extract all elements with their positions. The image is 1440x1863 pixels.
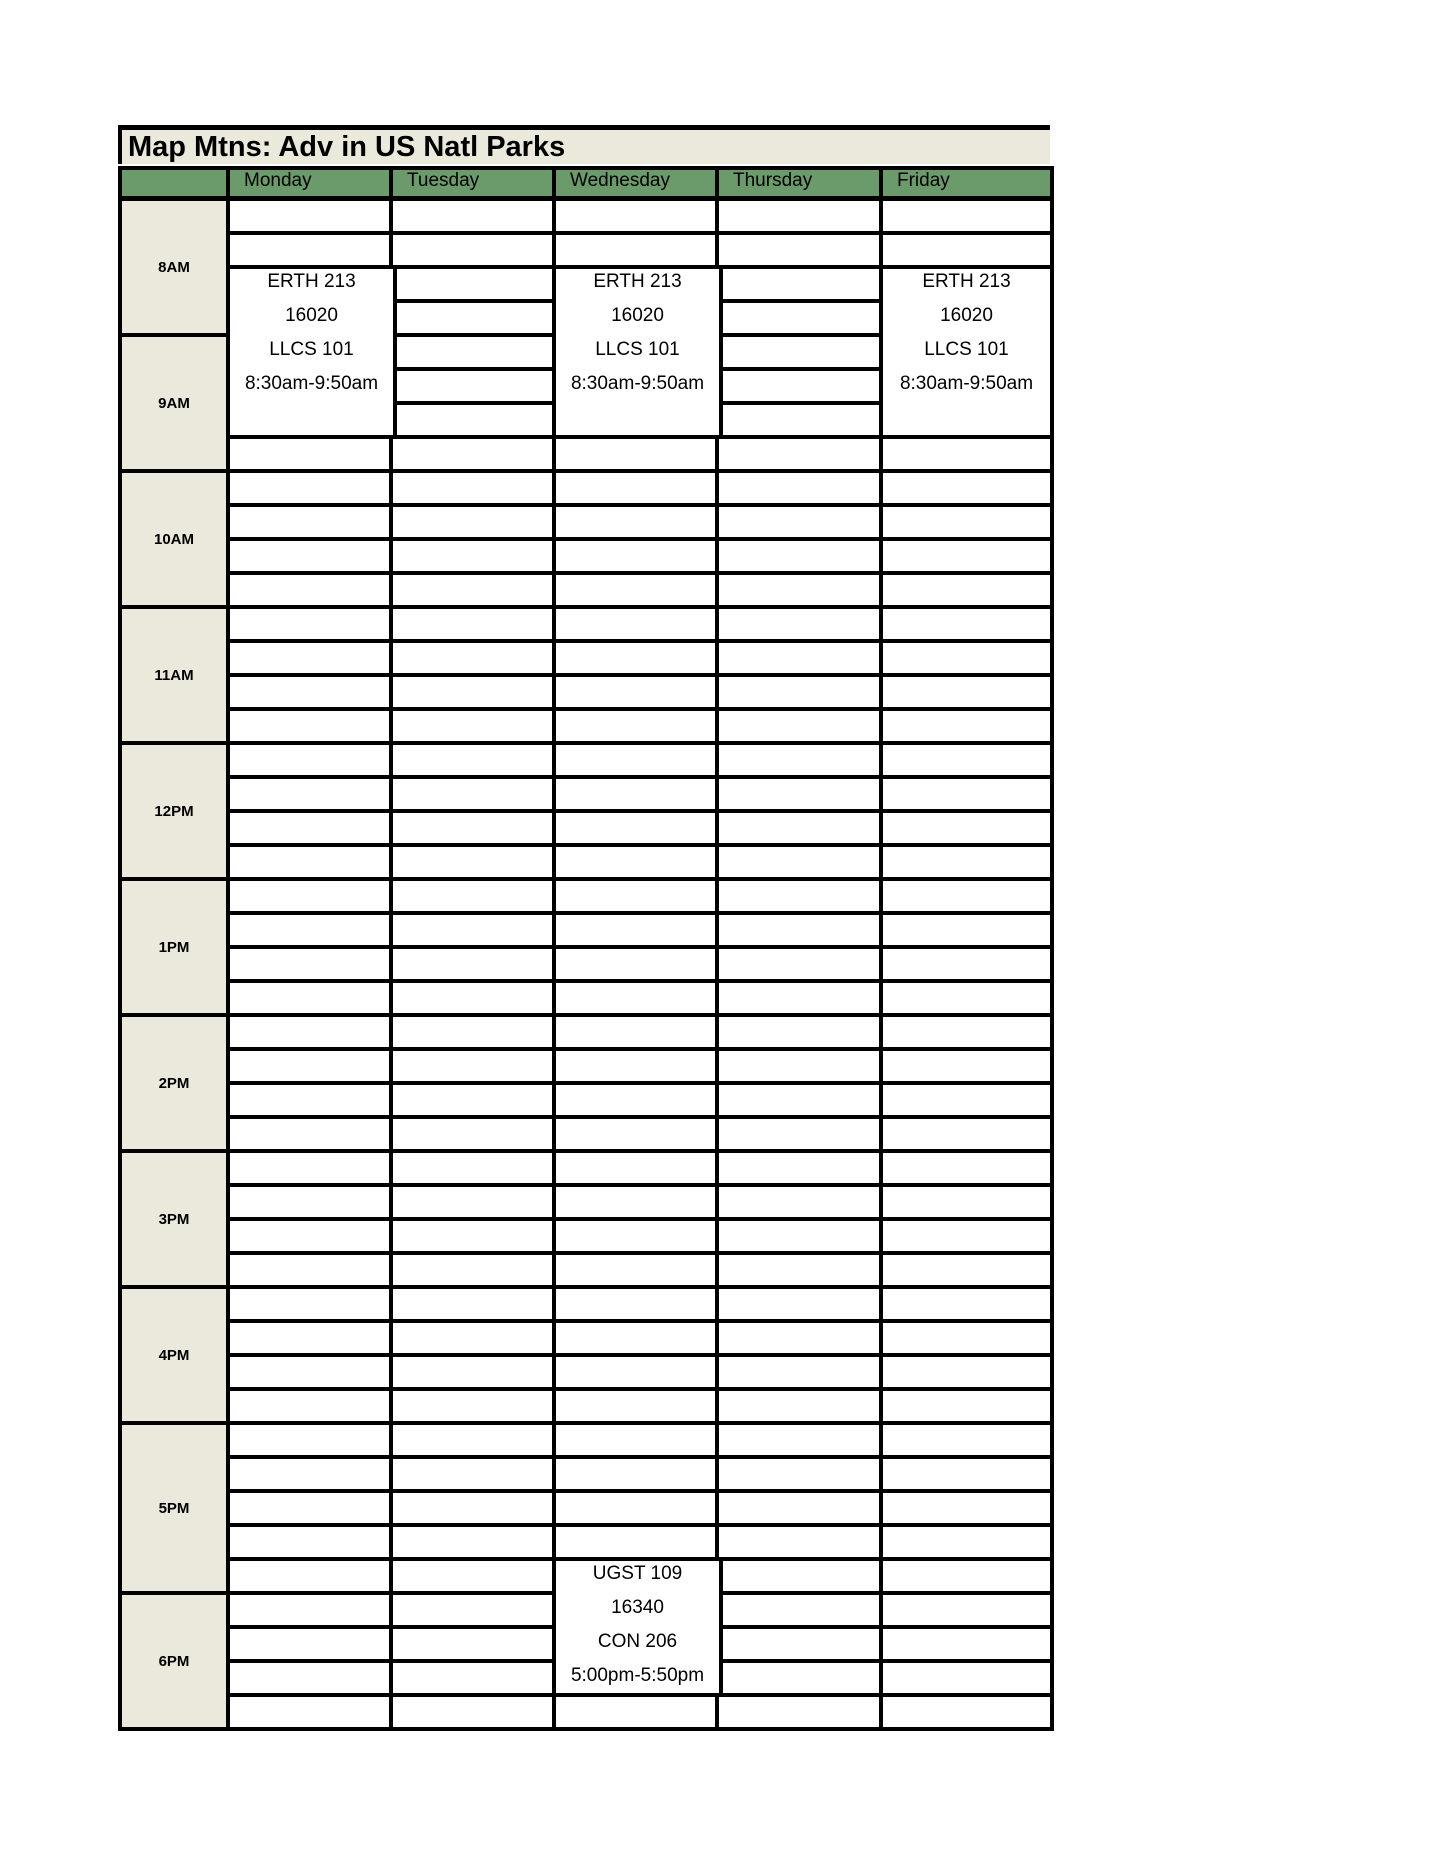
hour-label-3pm: 3PM bbox=[118, 1149, 230, 1289]
time-slot-cell bbox=[552, 231, 723, 269]
time-slot-cell bbox=[226, 435, 397, 473]
hour-label-12pm: 12PM bbox=[118, 741, 230, 881]
time-slot-cell bbox=[879, 1591, 1054, 1629]
time-slot-cell bbox=[715, 231, 887, 269]
time-slot-cell bbox=[389, 945, 560, 983]
hour-label-8am: 8AM bbox=[118, 197, 230, 337]
time-slot-cell bbox=[389, 265, 560, 303]
time-slot-cell bbox=[389, 401, 560, 439]
time-slot-cell bbox=[552, 775, 723, 813]
time-slot-cell bbox=[879, 605, 1054, 643]
time-slot-cell bbox=[879, 1557, 1054, 1595]
time-slot-cell bbox=[389, 911, 560, 949]
time-slot-cell bbox=[552, 1047, 723, 1085]
time-slot-cell bbox=[389, 1353, 560, 1391]
time-slot-cell bbox=[879, 945, 1054, 983]
time-slot-cell bbox=[226, 809, 397, 847]
time-slot-cell bbox=[715, 1251, 887, 1289]
class-info-line: ERTH 213 bbox=[267, 271, 356, 292]
time-slot-cell bbox=[715, 1693, 887, 1731]
time-slot-cell bbox=[389, 503, 560, 541]
time-slot-cell bbox=[879, 435, 1054, 473]
time-slot-cell bbox=[715, 1353, 887, 1391]
time-slot-cell bbox=[226, 945, 397, 983]
time-slot-cell bbox=[389, 843, 560, 881]
time-slot-cell bbox=[226, 231, 397, 269]
hour-label-2pm: 2PM bbox=[118, 1013, 230, 1153]
time-slot-cell bbox=[879, 537, 1054, 575]
time-slot-cell bbox=[879, 741, 1054, 779]
time-slot-cell bbox=[226, 1217, 397, 1255]
class-block-wednesday bbox=[552, 1557, 723, 1697]
time-slot-cell bbox=[389, 1013, 560, 1051]
time-slot-cell bbox=[879, 979, 1054, 1017]
time-slot-cell bbox=[879, 843, 1054, 881]
class-info-line: LLCS 101 bbox=[269, 339, 354, 360]
time-slot-cell bbox=[226, 1319, 397, 1357]
time-slot-cell bbox=[879, 1047, 1054, 1085]
time-slot-cell bbox=[226, 1013, 397, 1051]
time-slot-cell bbox=[552, 1149, 723, 1187]
time-slot-cell bbox=[226, 1523, 397, 1561]
time-slot-cell bbox=[552, 503, 723, 541]
time-slot-cell bbox=[389, 1387, 560, 1425]
time-slot-cell bbox=[879, 1387, 1054, 1425]
time-slot-cell bbox=[226, 1557, 397, 1595]
day-header-thursday: Thursday bbox=[715, 166, 887, 200]
time-slot-cell bbox=[715, 469, 887, 507]
time-slot-cell bbox=[226, 673, 397, 711]
time-slot-cell bbox=[879, 1217, 1054, 1255]
time-slot-cell bbox=[879, 1183, 1054, 1221]
time-slot-cell bbox=[715, 503, 887, 541]
time-slot-cell bbox=[389, 1659, 560, 1697]
time-slot-cell bbox=[389, 707, 560, 745]
time-slot-cell bbox=[389, 741, 560, 779]
time-slot-cell bbox=[226, 1591, 397, 1629]
time-slot-cell bbox=[226, 1659, 397, 1697]
time-slot-cell bbox=[552, 1115, 723, 1153]
hour-label-10am: 10AM bbox=[118, 469, 230, 609]
time-slot-cell bbox=[389, 605, 560, 643]
time-slot-cell bbox=[715, 639, 887, 677]
time-slot-cell bbox=[552, 1285, 723, 1323]
time-slot-cell bbox=[552, 1251, 723, 1289]
time-slot-cell bbox=[715, 571, 887, 609]
time-slot-cell bbox=[226, 911, 397, 949]
time-slot-cell bbox=[389, 333, 560, 371]
time-slot-cell bbox=[715, 1557, 887, 1595]
time-slot-cell bbox=[389, 809, 560, 847]
time-slot-cell bbox=[879, 707, 1054, 745]
day-header-wednesday: Wednesday bbox=[552, 166, 723, 200]
time-slot-cell bbox=[552, 1387, 723, 1425]
hour-label-11am: 11AM bbox=[118, 605, 230, 745]
class-info-line: CON 206 bbox=[597, 1631, 678, 1652]
time-slot-cell bbox=[389, 1591, 560, 1629]
time-slot-cell bbox=[715, 809, 887, 847]
class-info-line: 8:30am-9:50am bbox=[899, 373, 1034, 394]
hour-label-9am: 9AM bbox=[118, 333, 230, 473]
time-slot-cell bbox=[715, 1591, 887, 1629]
time-slot-cell bbox=[226, 605, 397, 643]
time-slot-cell bbox=[552, 979, 723, 1017]
time-slot-cell bbox=[389, 1115, 560, 1153]
class-info-line: LLCS 101 bbox=[924, 339, 1009, 360]
time-slot-cell bbox=[879, 1523, 1054, 1561]
time-slot-cell bbox=[552, 197, 723, 235]
time-slot-cell bbox=[389, 469, 560, 507]
time-slot-cell bbox=[715, 877, 887, 915]
time-slot-cell bbox=[226, 639, 397, 677]
schedule-title: Map Mtns: Adv in US Natl Parks bbox=[118, 125, 1050, 164]
time-slot-cell bbox=[389, 1455, 560, 1493]
time-slot-cell bbox=[226, 571, 397, 609]
time-slot-cell bbox=[389, 877, 560, 915]
time-slot-cell bbox=[879, 1421, 1054, 1459]
hour-label-5pm: 5PM bbox=[118, 1421, 230, 1595]
time-slot-cell bbox=[226, 1625, 397, 1663]
class-info-line: 8:30am-9:50am bbox=[570, 373, 705, 394]
time-slot-cell bbox=[552, 469, 723, 507]
time-slot-cell bbox=[715, 673, 887, 711]
time-slot-cell bbox=[879, 1081, 1054, 1119]
time-slot-cell bbox=[879, 809, 1054, 847]
time-slot-cell bbox=[552, 1319, 723, 1357]
time-slot-cell bbox=[879, 775, 1054, 813]
header-corner bbox=[118, 166, 230, 200]
time-slot-cell bbox=[715, 1455, 887, 1493]
time-slot-cell bbox=[715, 741, 887, 779]
class-info-line: 16340 bbox=[611, 1597, 664, 1618]
class-info-line: 5:00pm-5:50pm bbox=[570, 1665, 705, 1686]
time-slot-cell bbox=[389, 1217, 560, 1255]
time-slot-cell bbox=[715, 1625, 887, 1663]
time-slot-cell bbox=[879, 1489, 1054, 1527]
time-slot-cell bbox=[879, 503, 1054, 541]
time-slot-cell bbox=[715, 1217, 887, 1255]
time-slot-cell bbox=[226, 197, 397, 235]
time-slot-cell bbox=[389, 1149, 560, 1187]
hour-label-6pm: 6PM bbox=[118, 1591, 230, 1731]
time-slot-cell bbox=[552, 1353, 723, 1391]
time-slot-cell bbox=[879, 1625, 1054, 1663]
time-slot-cell bbox=[715, 1489, 887, 1527]
time-slot-cell bbox=[879, 1149, 1054, 1187]
time-slot-cell bbox=[879, 1693, 1054, 1731]
time-slot-cell bbox=[715, 843, 887, 881]
time-slot-cell bbox=[226, 1455, 397, 1493]
class-info-line: ERTH 213 bbox=[593, 271, 682, 292]
time-slot-cell bbox=[552, 843, 723, 881]
time-slot-cell bbox=[226, 1183, 397, 1221]
day-header-friday: Friday bbox=[879, 166, 1054, 200]
time-slot-cell bbox=[552, 1455, 723, 1493]
time-slot-cell bbox=[552, 537, 723, 575]
time-slot-cell bbox=[226, 775, 397, 813]
time-slot-cell bbox=[389, 673, 560, 711]
class-info-line: 16020 bbox=[285, 305, 338, 326]
time-slot-cell bbox=[552, 1421, 723, 1459]
time-slot-cell bbox=[715, 265, 887, 303]
time-slot-cell bbox=[552, 639, 723, 677]
time-slot-cell bbox=[879, 1013, 1054, 1051]
time-slot-cell bbox=[389, 231, 560, 269]
time-slot-cell bbox=[879, 1455, 1054, 1493]
time-slot-cell bbox=[389, 435, 560, 473]
time-slot-cell bbox=[715, 1013, 887, 1051]
time-slot-cell bbox=[879, 911, 1054, 949]
time-slot-cell bbox=[879, 1353, 1054, 1391]
time-slot-cell bbox=[389, 639, 560, 677]
time-slot-cell bbox=[552, 1217, 723, 1255]
time-slot-cell bbox=[715, 401, 887, 439]
time-slot-cell bbox=[715, 1285, 887, 1323]
time-slot-cell bbox=[226, 1353, 397, 1391]
time-slot-cell bbox=[226, 1081, 397, 1119]
time-slot-cell bbox=[389, 197, 560, 235]
time-slot-cell bbox=[879, 1115, 1054, 1153]
time-slot-cell bbox=[715, 1319, 887, 1357]
time-slot-cell bbox=[715, 299, 887, 337]
time-slot-cell bbox=[715, 537, 887, 575]
time-slot-cell bbox=[226, 843, 397, 881]
time-slot-cell bbox=[389, 537, 560, 575]
time-slot-cell bbox=[389, 1047, 560, 1085]
time-slot-cell bbox=[389, 1285, 560, 1323]
time-slot-cell bbox=[552, 435, 723, 473]
time-slot-cell bbox=[226, 1149, 397, 1187]
time-slot-cell bbox=[879, 1251, 1054, 1289]
time-slot-cell bbox=[879, 571, 1054, 609]
time-slot-cell bbox=[552, 809, 723, 847]
time-slot-cell bbox=[389, 1557, 560, 1595]
time-slot-cell bbox=[552, 1183, 723, 1221]
class-info-line: UGST 109 bbox=[592, 1563, 683, 1584]
time-slot-cell bbox=[389, 1693, 560, 1731]
time-slot-cell bbox=[879, 197, 1054, 235]
time-slot-cell bbox=[552, 911, 723, 949]
time-slot-cell bbox=[879, 231, 1054, 269]
time-slot-cell bbox=[715, 979, 887, 1017]
time-slot-cell bbox=[389, 1523, 560, 1561]
time-slot-cell bbox=[715, 605, 887, 643]
time-slot-cell bbox=[389, 299, 560, 337]
time-slot-cell bbox=[879, 673, 1054, 711]
time-slot-cell bbox=[715, 1421, 887, 1459]
hour-label-1pm: 1PM bbox=[118, 877, 230, 1017]
time-slot-cell bbox=[879, 1285, 1054, 1323]
time-slot-cell bbox=[226, 1047, 397, 1085]
class-info-line: ERTH 213 bbox=[922, 271, 1011, 292]
time-slot-cell bbox=[552, 1693, 723, 1731]
time-slot-cell bbox=[879, 639, 1054, 677]
time-slot-cell bbox=[552, 673, 723, 711]
time-slot-cell bbox=[389, 979, 560, 1017]
time-slot-cell bbox=[226, 1285, 397, 1323]
time-slot-cell bbox=[389, 1183, 560, 1221]
time-slot-cell bbox=[552, 1489, 723, 1527]
time-slot-cell bbox=[715, 333, 887, 371]
time-slot-cell bbox=[389, 1319, 560, 1357]
time-slot-cell bbox=[226, 537, 397, 575]
time-slot-cell bbox=[552, 945, 723, 983]
time-slot-cell bbox=[226, 979, 397, 1017]
time-slot-cell bbox=[226, 1693, 397, 1731]
time-slot-cell bbox=[389, 1081, 560, 1119]
time-slot-cell bbox=[715, 1047, 887, 1085]
time-slot-cell bbox=[552, 1523, 723, 1561]
time-slot-cell bbox=[226, 877, 397, 915]
time-slot-cell bbox=[715, 197, 887, 235]
time-slot-cell bbox=[552, 571, 723, 609]
time-slot-cell bbox=[389, 775, 560, 813]
time-slot-cell bbox=[552, 1013, 723, 1051]
time-slot-cell bbox=[552, 605, 723, 643]
time-slot-cell bbox=[389, 1251, 560, 1289]
class-block-wednesday bbox=[552, 265, 723, 439]
time-slot-cell bbox=[226, 503, 397, 541]
time-slot-cell bbox=[226, 1115, 397, 1153]
time-slot-cell bbox=[226, 707, 397, 745]
time-slot-cell bbox=[226, 1489, 397, 1527]
time-slot-cell bbox=[226, 1421, 397, 1459]
time-slot-cell bbox=[226, 469, 397, 507]
time-slot-cell bbox=[879, 469, 1054, 507]
time-slot-cell bbox=[879, 1319, 1054, 1357]
time-slot-cell bbox=[389, 1421, 560, 1459]
day-header-monday: Monday bbox=[226, 166, 397, 200]
time-slot-cell bbox=[715, 1081, 887, 1119]
time-slot-cell bbox=[715, 1387, 887, 1425]
day-header-tuesday: Tuesday bbox=[389, 166, 560, 200]
time-slot-cell bbox=[226, 1251, 397, 1289]
time-slot-cell bbox=[389, 367, 560, 405]
time-slot-cell bbox=[226, 741, 397, 779]
hour-label-4pm: 4PM bbox=[118, 1285, 230, 1425]
time-slot-cell bbox=[552, 707, 723, 745]
class-info-line: 16020 bbox=[611, 305, 664, 326]
time-slot-cell bbox=[715, 435, 887, 473]
time-slot-cell bbox=[389, 1489, 560, 1527]
class-info-line: 8:30am-9:50am bbox=[244, 373, 379, 394]
time-slot-cell bbox=[226, 1387, 397, 1425]
time-slot-cell bbox=[715, 945, 887, 983]
time-slot-cell bbox=[715, 707, 887, 745]
class-block-monday bbox=[226, 265, 397, 439]
time-slot-cell bbox=[715, 1149, 887, 1187]
time-slot-cell bbox=[879, 877, 1054, 915]
time-slot-cell bbox=[715, 1659, 887, 1697]
time-slot-cell bbox=[389, 571, 560, 609]
time-slot-cell bbox=[879, 1659, 1054, 1697]
time-slot-cell bbox=[552, 1081, 723, 1119]
class-info-line: LLCS 101 bbox=[595, 339, 680, 360]
time-slot-cell bbox=[552, 741, 723, 779]
class-block-friday bbox=[879, 265, 1054, 439]
time-slot-cell bbox=[715, 911, 887, 949]
time-slot-cell bbox=[715, 1183, 887, 1221]
class-info-line: 16020 bbox=[940, 305, 993, 326]
time-slot-cell bbox=[552, 877, 723, 915]
time-slot-cell bbox=[715, 1115, 887, 1153]
time-slot-cell bbox=[715, 1523, 887, 1561]
time-slot-cell bbox=[715, 367, 887, 405]
time-slot-cell bbox=[389, 1625, 560, 1663]
time-slot-cell bbox=[715, 775, 887, 813]
